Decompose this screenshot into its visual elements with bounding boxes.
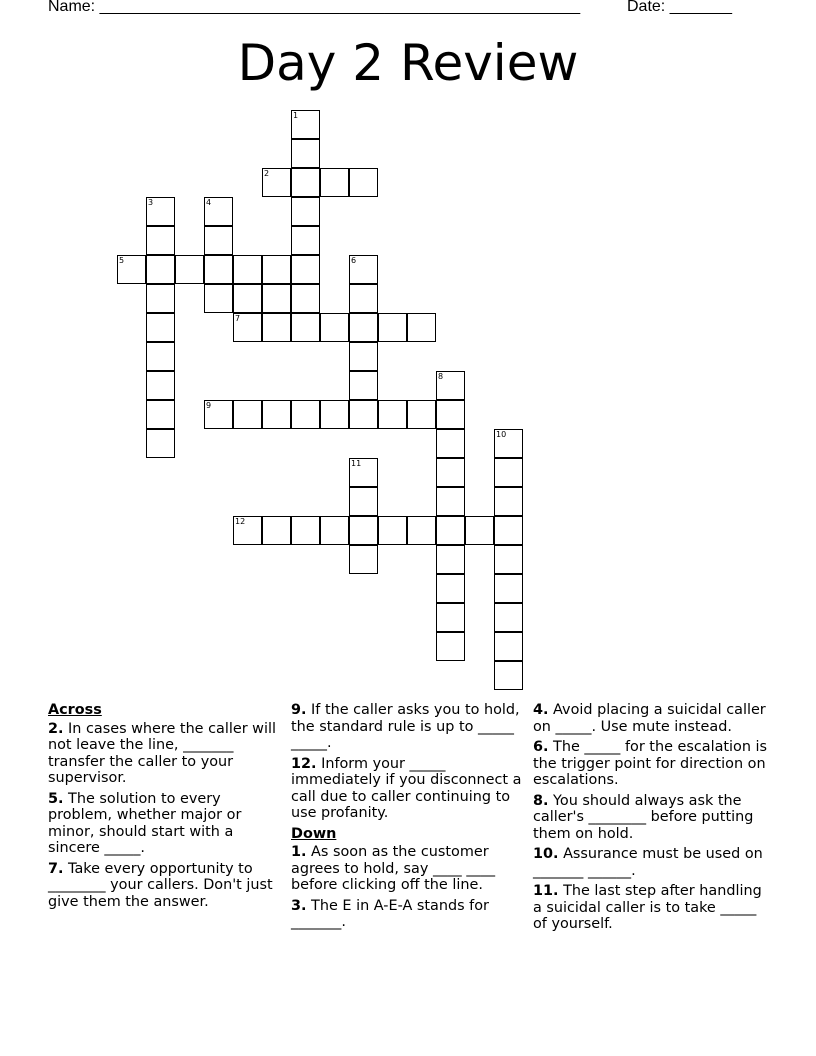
down-clue [533, 739, 769, 789]
crossword-cell[interactable] [407, 516, 436, 545]
crossword-cell[interactable] [204, 197, 233, 226]
crossword-cell[interactable] [146, 197, 175, 226]
crossword-cell[interactable] [494, 487, 523, 516]
crossword-cell[interactable] [291, 110, 320, 139]
clue-number-label: 11 [351, 459, 362, 468]
crossword-cell[interactable] [233, 516, 262, 545]
clue-number-label: 4 [206, 198, 212, 207]
clue-text: You should always ask the caller's ________ before putting them on hold. [533, 792, 754, 842]
crossword-cell[interactable] [436, 429, 465, 458]
crossword-cell[interactable] [349, 516, 378, 545]
down-heading: Down [291, 825, 337, 842]
down-clue [533, 702, 769, 735]
crossword-cell[interactable] [320, 400, 349, 429]
crossword-cell[interactable] [291, 139, 320, 168]
crossword-cell[interactable] [320, 168, 349, 197]
crossword-cell[interactable] [146, 284, 175, 313]
crossword-cell[interactable] [291, 400, 320, 429]
crossword-cell[interactable] [204, 226, 233, 255]
crossword-cell[interactable] [291, 168, 320, 197]
crossword-cell[interactable] [262, 400, 291, 429]
crossword-cell[interactable] [349, 313, 378, 342]
crossword-cell[interactable] [494, 661, 523, 690]
clue-text: Avoid placing a suicidal caller on _____. Use mute instead. [533, 702, 766, 735]
crossword-cell[interactable] [436, 603, 465, 632]
clue-text: Take every opportunity to ________ your callers. Don't just give them the answer. [48, 860, 273, 910]
crossword-cell[interactable] [349, 168, 378, 197]
crossword-cell[interactable] [407, 313, 436, 342]
crossword-cell[interactable] [349, 255, 378, 284]
clue-text: The _____ for the escalation is the trigger point for direction on escalations. [533, 739, 768, 788]
crossword-cell[interactable] [465, 516, 494, 545]
clue-number: 8. [533, 792, 549, 809]
crossword-cell[interactable] [436, 487, 465, 516]
clue-text: The last step after handling a suicidal caller is to take _____ of yourself. [533, 883, 762, 932]
crossword-cell[interactable] [262, 516, 291, 545]
clue-number: 3. [291, 897, 307, 914]
down-clue [533, 793, 769, 843]
crossword-cell[interactable] [233, 313, 262, 342]
clue-number-label: 3 [148, 198, 154, 207]
clues-column-2 [291, 702, 523, 935]
clue-number-label: 8 [438, 372, 444, 381]
crossword-cell[interactable] [436, 400, 465, 429]
crossword-cell[interactable] [378, 516, 407, 545]
crossword-cell[interactable] [349, 487, 378, 516]
crossword-cell[interactable] [407, 400, 436, 429]
clue-number-label: 2 [264, 169, 270, 178]
across-clue-list [48, 721, 280, 911]
crossword-cell[interactable] [349, 400, 378, 429]
clue-number-label: 12 [235, 517, 246, 526]
crossword-cell[interactable] [349, 458, 378, 487]
crossword-cell[interactable] [146, 371, 175, 400]
crossword-cell[interactable] [494, 516, 523, 545]
crossword-cell[interactable] [494, 429, 523, 458]
clue-text: As soon as the customer agrees to hold, say ____ ____ before clicking off the line. [291, 844, 496, 893]
crossword-cell[interactable] [378, 400, 407, 429]
crossword-cell[interactable] [494, 458, 523, 487]
crossword-cell[interactable] [262, 313, 291, 342]
clue-number: 10. [533, 846, 559, 862]
crossword-cell[interactable] [262, 168, 291, 197]
crossword-cell[interactable] [436, 545, 465, 574]
across-clue-list-continued [291, 702, 523, 822]
down-clue [291, 844, 523, 894]
clue-number: 2. [48, 720, 64, 737]
crossword-cell[interactable] [291, 516, 320, 545]
clue-text: Inform your _____ immediately if you disconnect a call due to caller continuing to use profanity. [291, 755, 522, 821]
down-clue [533, 883, 769, 933]
across-clue [48, 721, 280, 787]
crossword-cell[interactable] [146, 313, 175, 342]
crossword-cell[interactable] [146, 429, 175, 458]
clue-number: 11. [533, 883, 559, 899]
down-clue [291, 898, 523, 931]
crossword-cell[interactable] [146, 226, 175, 255]
clue-number: 4. [533, 702, 549, 718]
crossword-cell[interactable] [204, 255, 233, 284]
clue-number-label: 1 [293, 111, 299, 120]
crossword-cell[interactable] [349, 371, 378, 400]
crossword-cell[interactable] [494, 603, 523, 632]
crossword-cell[interactable] [291, 255, 320, 284]
down-clue [533, 846, 769, 879]
crossword-cell[interactable] [291, 284, 320, 313]
name-field-label[interactable]: Name: ______________________________________________________ [48, 0, 581, 15]
crossword-cell[interactable] [349, 545, 378, 574]
clue-number: 6. [533, 739, 549, 755]
crossword-cell[interactable] [436, 632, 465, 661]
clue-text: The solution to every problem, whether major or minor, should start with a sincere _____. [48, 790, 242, 856]
crossword-cell[interactable] [117, 255, 146, 284]
clue-number: 1. [291, 844, 307, 860]
clue-text: The E in A-E-A stands for _______. [291, 897, 489, 930]
clue-text: If the caller asks you to hold, the standard rule is up to _____ _____. [291, 702, 520, 751]
crossword-cell[interactable] [291, 226, 320, 255]
across-clue [291, 756, 523, 822]
crossword-cell[interactable] [233, 400, 262, 429]
crossword-cell[interactable] [262, 284, 291, 313]
across-clue [48, 791, 280, 857]
clues-column-1 [48, 702, 280, 914]
clue-number: 5. [48, 790, 64, 807]
across-clue [48, 861, 280, 911]
crossword-cell[interactable] [320, 516, 349, 545]
crossword-cell[interactable] [494, 574, 523, 603]
crossword-cell[interactable] [349, 342, 378, 371]
crossword-cell[interactable] [291, 197, 320, 226]
page-title: Day 2 Review [237, 34, 579, 92]
crossword-cell[interactable] [146, 255, 175, 284]
crossword-cell[interactable] [494, 545, 523, 574]
crossword-cell[interactable] [175, 255, 204, 284]
down-clue-list [291, 844, 523, 931]
clue-number-label: 6 [351, 256, 357, 265]
crossword-cell[interactable] [262, 255, 291, 284]
crossword-cell[interactable] [436, 516, 465, 545]
crossword-cell[interactable] [436, 371, 465, 400]
crossword-cell[interactable] [320, 313, 349, 342]
across-heading: Across [48, 702, 102, 718]
crossword-cell[interactable] [233, 284, 262, 313]
clue-text: In cases where the caller will not leave the line, _______ transfer the caller to your supervisor. [48, 720, 276, 786]
crossword-cell[interactable] [204, 284, 233, 313]
crossword-cell[interactable] [436, 458, 465, 487]
clues-column-3 [533, 702, 769, 937]
crossword-cell[interactable] [204, 400, 233, 429]
crossword-cell[interactable] [291, 313, 320, 342]
clue-number: 7. [48, 860, 64, 877]
crossword-cell[interactable] [146, 342, 175, 371]
date-field-label[interactable]: Date: _______ [627, 0, 732, 15]
clue-number-label: 10 [496, 430, 507, 439]
crossword-cell[interactable] [494, 632, 523, 661]
crossword-cell[interactable] [146, 400, 175, 429]
clue-text: Assurance must be used on _______ ______. [533, 846, 763, 879]
clue-number-label: 9 [206, 401, 212, 410]
crossword-cell[interactable] [233, 255, 262, 284]
clue-number-label: 5 [119, 256, 125, 265]
clue-number-label: 7 [235, 314, 241, 323]
across-clue [291, 702, 523, 752]
crossword-cell[interactable] [349, 284, 378, 313]
clue-number: 12. [291, 755, 317, 772]
down-clue-list-continued [533, 702, 769, 933]
clue-number: 9. [291, 702, 307, 718]
crossword-cell[interactable] [378, 313, 407, 342]
crossword-cell[interactable] [436, 574, 465, 603]
